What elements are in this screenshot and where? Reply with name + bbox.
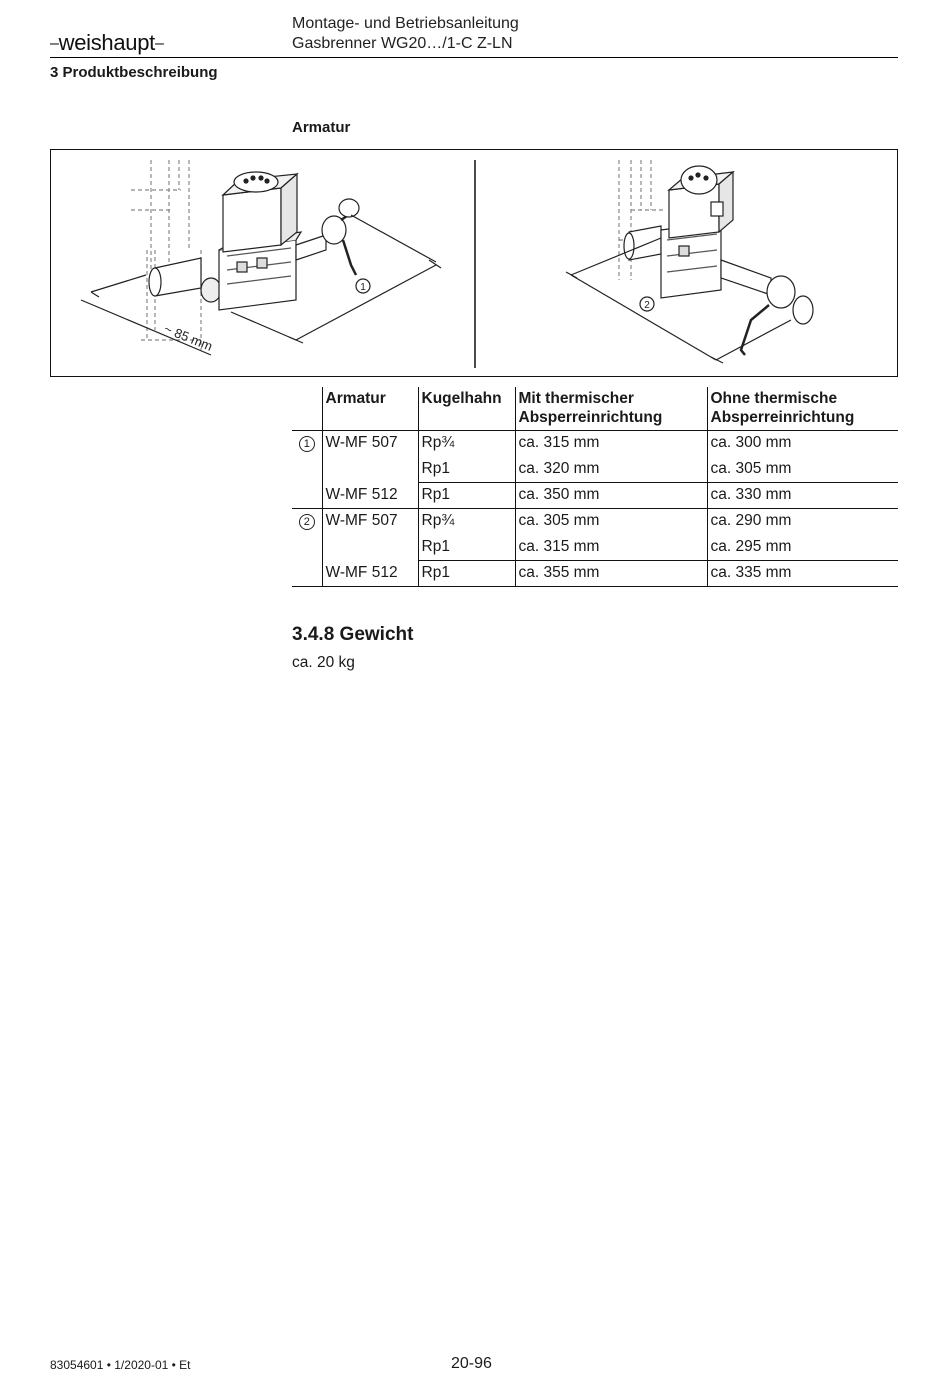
doc-title-line-2: Gasbrenner WG20…/1-C Z-LN [292,35,513,52]
footer-doc-number: 83054601 • 1/2020-01 • Et [50,1358,191,1372]
armatur-figure [50,149,898,377]
document-title [292,14,519,54]
header-mit-thermischer: Mit thermischer Absperreinrichtung [515,387,707,431]
header-armatur: Armatur [322,387,418,431]
weishaupt-logo: –weishaupt– [50,30,164,55]
table-row: Rp1 ca. 320 mm ca. 305 mm [292,457,898,483]
header-ohne-thermische: Ohne thermische Absperreinrichtung [707,387,898,431]
armatur-illustration [51,150,899,378]
header-divider [50,57,898,58]
header-kugelhahn: Kugelhahn [418,387,515,431]
section-title: 3 Produktbeschreibung [50,64,218,81]
weight-heading: 3.4.8 Gewicht [292,624,414,645]
footer-page-number: 20-96 [451,1355,492,1372]
callout-2: 2 [644,300,650,311]
table-header-row [292,387,898,431]
gas-valve-right-illustration [566,160,813,363]
doc-title-line-1: Montage- und Betriebsanleitung [292,15,519,32]
callout-1: 1 [360,282,366,293]
table-row: Rp1 ca. 315 mm ca. 295 mm [292,535,898,561]
table-row: W-MF 512 Rp1 ca. 350 mm ca. 330 mm [292,483,898,509]
logo-text: weishaupt [58,30,155,55]
gas-valve-left-illustration [81,160,441,355]
dimension-85mm: ~ 85 mm [161,320,215,354]
weight-value: ca. 20 kg [292,654,355,671]
figure-title: Armatur [292,119,351,136]
row-marker-2: 2 [299,514,315,530]
table-row: W-MF 512 Rp1 ca. 355 mm ca. 335 mm [292,561,898,587]
row-marker-1: 1 [299,436,315,452]
armatur-dimensions-table [292,387,898,587]
table-row: 1 W-MF 507 Rp¾ ca. 315 mm ca. 300 mm [292,431,898,457]
table-row: 2 W-MF 507 Rp¾ ca. 305 mm ca. 290 mm [292,509,898,535]
